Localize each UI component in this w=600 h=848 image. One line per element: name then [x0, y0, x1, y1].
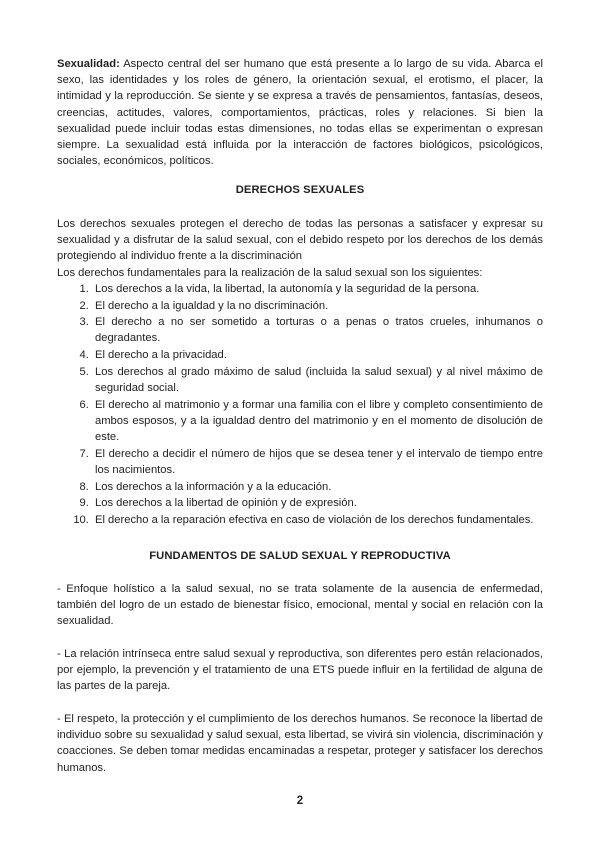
section-derechos-body	[57, 216, 543, 529]
list-item: 3. El derecho a no ser sometido a torturas o a penas o tratos crueles, inhumanos o degradantes.	[92, 314, 543, 346]
derechos-paragraph: Los derechos sexuales protegen el derecho de todas las personas a satisfacer y expresar su sexualidad y a disfrutar de la salud sexual, con el debido respeto por los derechos de los demás protegiendo al individuo frente a la discriminación	[57, 218, 543, 263]
section-heading-derechos: DERECHOS SEXUALES	[235, 184, 365, 196]
list-item: 4. El derecho a la privacidad.	[92, 347, 543, 363]
fundamentos-paragraph-2: - La relación intrínseca entre salud sexual y reproductiva, son diferentes pero están relacionados, por ejemplo, la prevención y el tratamiento de una ETS puede influir en la fertilidad de alguna de las partes de la pareja.	[57, 648, 543, 693]
list-item: 5. Los derechos al grado máximo de salud (incluida la salud sexual) y al nivel máximo de seguridad social.	[92, 364, 543, 396]
page-number: 2	[296, 795, 304, 807]
fundamentos-paragraph-3: - El respeto, la protección y el cumplimiento de los derechos humanos. Se reconoce la libertad de individuo sobre su sexualidad y salud sexual, esta libertad, se vivirá sin violencia, discriminación y coacciones. Se deben tomar medidas encaminadas a respetar, proteger y satisfacer los derechos humanos.	[57, 713, 543, 774]
list-item: 1. Los derechos a la vida, la libertad, la autonomía y la seguridad de la persona.	[92, 281, 543, 297]
list-item: 8. Los derechos a la información y a la educación.	[92, 479, 543, 495]
list-item: 2. El derecho a la igualdad y la no discriminación.	[92, 298, 543, 314]
intro-term: Sexualidad:	[57, 58, 120, 70]
section-heading-fundamentos: FUNDAMENTOS DE SALUD SEXUAL Y REPRODUCTIVA	[149, 550, 451, 562]
list-item: 10. El derecho a la reparación efectiva en caso de violación de los derechos fundamentales.	[92, 512, 543, 528]
derechos-list	[57, 281, 543, 529]
intro-text: Aspecto central del ser humano que está presente a lo largo de su vida. Abarca el sexo, las identidades y los roles de género, la orientación sexual, el erotismo, el placer, la intimidad y la reproducción. Se siente y se expresa a través de pensamientos, fantasías, deseos, creencias, actitudes, valores, comportamientos, prácticas, roles y relaciones. Si bien la sexualidad puede incluir todas estas dimensiones, no todas ellas se experimentan o expresan siempre. La sexualidad está influida por la interacción de factores biológicos, psicológicos, sociales, económicos, políticos.	[57, 58, 543, 168]
list-item: 7. El derecho a decidir el número de hijos que se desea tener y el intervalo de tiempo entre los nacimientos.	[92, 446, 543, 478]
intro-paragraph	[57, 56, 543, 169]
list-item: 6. El derecho al matrimonio y a formar una familia con el libre y completo consentimiento de ambos esposos, y a la igualdad dentro del matrimonio y en el momento de disolución de este.	[92, 397, 543, 446]
derechos-list-intro: Los derechos fundamentales para la realización de la salud sexual son los siguientes:	[57, 266, 483, 279]
list-item: 9. Los derechos a la libertad de opinión y de expresión.	[92, 495, 543, 511]
fundamentos-paragraph-1: - Enfoque holístico a la salud sexual, no se trata solamente de la ausencia de enfermedad, también del logro de un estado de bienestar físico, emocional, mental y social en relación con la sexualidad.	[57, 583, 543, 628]
